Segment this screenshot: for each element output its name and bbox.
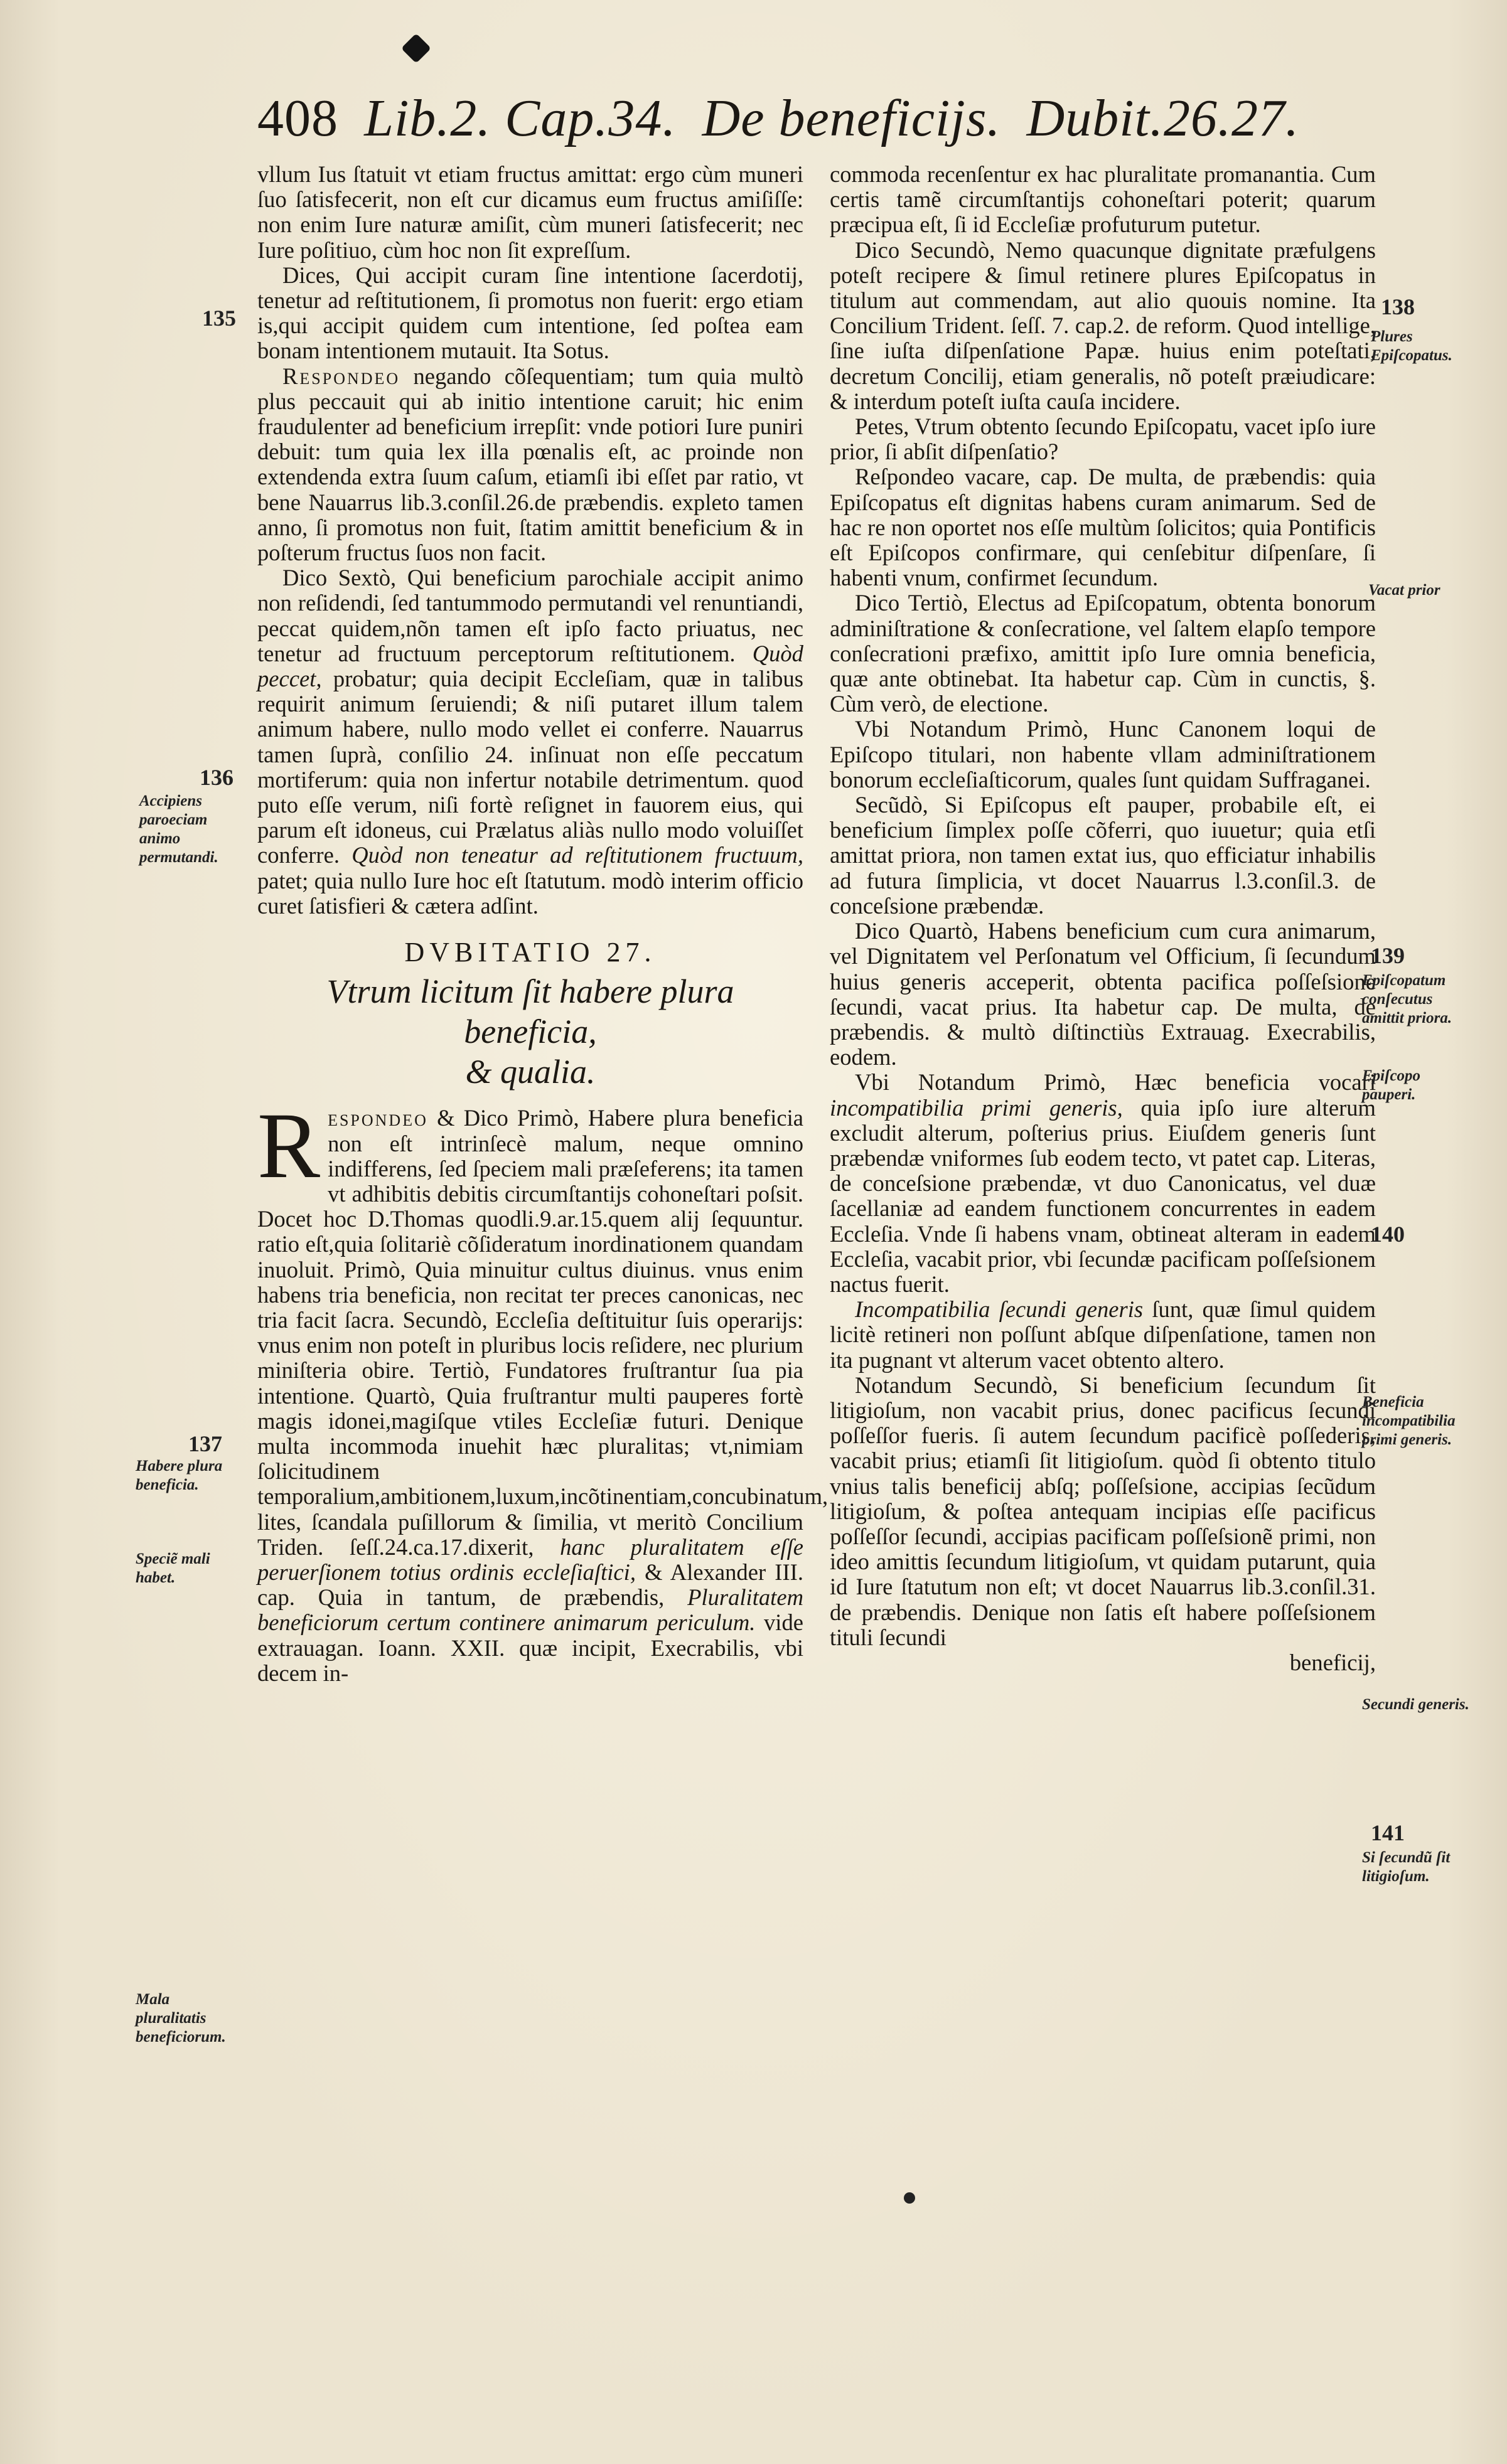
section-number: 139	[1371, 943, 1405, 968]
running-header	[257, 88, 1299, 157]
drop-cap: R	[257, 1094, 321, 1198]
italic-phrase: Quòd non teneatur ad reſtitutionem fructuum,	[351, 842, 803, 868]
dubitatio-title-line-1: Vtrum licitum ſit habere plura beneficia,	[326, 973, 734, 1051]
italic-phrase: hanc pluralitatem eſſe peruerſionem totius ordinis eccleſiaſtici,	[257, 1533, 803, 1585]
dubitatio-title	[257, 971, 803, 1092]
margin-note: Plures Epiſcopatus.	[1371, 328, 1452, 364]
section-number: 135	[202, 306, 236, 331]
paragraph: Secũdò, Si Epiſcopus eſt pauper, probabile eſt, ei beneficium ſimplex poſſe cõferri, quo iuuetur; quia etſi amittat priora, non tamen extat ius, quo efficiatur inhabilis ad futura ſimplicia, vt docet Nauarrus l.3.conſil.3. de conceſsione præbendæ.	[830, 792, 1376, 919]
section-number: 136	[200, 765, 233, 790]
ornament-mark	[401, 33, 431, 63]
paragraph	[830, 1070, 1376, 1297]
paragraph-text: probatur; quia decipit Eccleſiam, quæ in talibus requirit animum ſeruiendi; & niſi putaret illum talem animum habere, nullo modo vellet ei conferre. Nauarrus tamen ſuprà, conſilio 24. inſinuat non eſſe peccatum mortiferum: quia non infertur notabile detrimentum. quod puto eſſe verum, niſi fortè reſignet in fauorem eius, qui parum eſt idoneus, cui Prælatus aliàs nullo modo voluiſſet conferre.	[257, 666, 803, 868]
section-number: 137	[188, 1431, 222, 1456]
header-subject: De beneficijs.	[702, 89, 1001, 147]
paragraph	[830, 1297, 1376, 1373]
fleuron-ornament	[904, 2192, 915, 2204]
margin-note: Secundi generis.	[1362, 1696, 1469, 1713]
margin-note: Vacat prior	[1368, 582, 1440, 599]
right-column	[830, 162, 1376, 1675]
paragraph: Dico Quartò, Habens beneficium cum cura animarum, vel Dignitatem vel Perſonatum vel Officium, ſi ſecundum huius generis acceperit, obtenta pacifica poſſeſsione ſecundi, vacat prius. Ita habetur cap. De multa, de præbendis. & multò diſtinctiùs Extrauag. Execrabilis, eodem.	[830, 918, 1376, 1070]
header-book-chapter: Lib.2. Cap.34.	[364, 89, 677, 147]
dubitatio-heading: DVBITATIO 27.	[404, 937, 657, 968]
paragraph: Dices, Qui accipit curam ſine intentione ſacerdotij, tenetur ad reſtitutionem, ſi promotus non fuerit: ergo etiam is,qui accipit quidem cum intentione, ſed poſtea eam bonam intentionem mutauit. Ita Sotus.	[257, 262, 803, 364]
margin-note: Habere plura beneficia.	[136, 1458, 223, 1493]
paragraph-text: patet; quia nullo Iure hoc eſt ſtatutum. modò interim officio curet ſatisfieri & cætera adſint.	[257, 867, 803, 919]
paragraph: Reſpondeo vacare, cap. De multa, de præbendis: quia Epiſcopatus eſt dignitas habens curam animarum. Sed de hac re non oportet nos eſſe multùm ſolicitos; quia Pontificis eſt Epiſcopos confirmare, qui cenſebitur diſpenſare, ſi habenti vnum, confirmet ſecundum.	[830, 464, 1376, 591]
header-dubit: Dubit.26.27.	[1026, 89, 1299, 147]
paragraph-text: negando cõſequentiam; tum quia multò plus peccauit qui ab initio intentione caruit; hic enim fraudulenter ad beneficium irrepſit: vnde potiori Iure puniri debuit: tum quia lex illa pœnalis eſt, ac proinde non extendenda extra ſuum caſum, etiamſi ibi eſſet par ratio, vt bene Nauarrus lib.3.conſil.26.de præbendis. expleto tamen anno, ſi promotus non fuit, ſtatim amittit beneficium & in poſterum fructus ſuos non facit.	[257, 363, 803, 566]
italic-phrase: Quòd peccet,	[257, 640, 803, 692]
section-number: 141	[1371, 1820, 1405, 1845]
margin-note: Beneficia incompatibilia primi generis.	[1362, 1394, 1456, 1448]
paragraph-text: & Alexander III. cap. Quia in tantum, de præbendis,	[257, 1559, 803, 1611]
left-column	[257, 161, 829, 1686]
respondeo-lead: espondeo	[328, 1105, 428, 1131]
paragraph-text: quia ipſo iure alterum excludit alterum, poſterius prius. Eiuſdem generis ſunt præbendæ vniformes ſub eodem tecto, vt patet cap. Literas, de conceſsione præbendæ, vt duo Canonicatus, vel duæ ſacellaniæ ad eandem functionem concurrentes in eadem Eccleſia. Vnde ſi habens vnam, obtineat alteram in eadem Eccleſia, vacabit prior, vbi ſecundæ pacificam poſſeſsionem nactus fuerit.	[830, 1094, 1376, 1297]
section-number: 138	[1381, 294, 1415, 319]
margin-note: Epiſcopatum conſecutus amittit priora.	[1362, 972, 1452, 1027]
paragraph: Dico Secundò, Nemo quacunque dignitate præfulgens poteſt recipere & ſimul retinere plures Epiſcopatus in titulum aut commendam, aut alio quouis nomine. Ita Concilium Trident. ſeſſ. 7. cap.2. de reform. Quod intellige, ſine iuſta diſpenſatione Papæ. huius enim poteſtati, decretum Concilij, etiam generalis, nõ poteſt præiudicare: & interdum poteſt iuſta cauſa incidere.	[830, 237, 1376, 414]
paragraph-text: Dico Sextò, Qui beneficium parochiale accipit animo non reſidendi, ſed tantummodo permutandi vel renuntiandi, peccat quidem,nõn tamen eſt ipſo facto priuatus, nec tenetur ad fructuum perceptorum reſtitutionem.	[257, 565, 803, 666]
margin-note: Epiſcopo pauperi.	[1362, 1067, 1421, 1103]
paragraph: commoda recenſentur ex hac pluralitate promanantia. Cum certis tamẽ circumſtantijs cohoneſtari poterit; quarum præcipua eſt, ſi id Eccleſiæ profuturum putetur.	[830, 161, 1376, 238]
paragraph-text: vide extrauagan. Ioann. XXII. quæ incipit, Execrabilis, vbi decem in-	[257, 1609, 803, 1686]
paragraph: Dico Tertiò, Electus ad Epiſcopatum, obtenta bonorum adminiſtratione & conſecratione, vel ſaltem elapſo tempore conſecrationi præfixo, amittit ipſo Iure omnia beneficia, quæ ante obtinebat. Ita habetur cap. Cùm in cunctis, §. Cùm verò, de electione.	[830, 590, 1376, 717]
paragraph: Notandum Secundò, Si beneficium ſecundum ſit litigioſum, non vacabit prius, donec pacificus ſecundi poſſeſſor fueris. ſi autem ſecundum pacificè poſſederis, vacabit prius; etiamſi ſit litigioſum. quòd ſi obtento titulo vnius talis beneficij abſq; poſſeſsione, accipias ſecũdum litigioſum, & poſtea antequam incipias eſſe pacificus poſſeſſor ſecundi, accipias pacificam poſſeſsionẽ primi, non ideo amittis ſecundum litigioſum, vt quidam putarunt, quia id Iure ſtatutum non eſt; vt docet Nauarrus lib.3.conſil.31. de præbendis. Denique non ſatis eſt habere poſſeſsionem tituli ſecundi	[830, 1372, 1376, 1650]
paragraph-text: & Dico Primò, Habere plura beneficia non eſt intrinſecè malum, neque omnino indifferens, ſed ſpeciem mali præſeferens; ita tamen vt adhibitis debitis circumſtantijs cohoneſtari poſsit. Docet hoc D.Thomas quodli.9.ar.15.quem alij ſequuntur. ratio eſt,quia ſolitariè cõſideratum inordinationem quandam inuoluit. Primò, Quia minuitur cultus diuinus. vnus enim habens tria beneficia, non recitat ter preces canonicas, nec tria facit ſacra. Secundò, Eccleſia deſtituitur ſuis operarijs: vnus enim non poteſt in pluribus locis reſidere, nec plurium miniſteria obire. Tertiò, Fundatores fruſtrantur ſua pia intentione. Quartò, Quia fruſtrantur multi pauperes fortè magis idonei,magiſque vtiles Eccleſiæ futuri. Denique multa incommoda inuehit hæc pluralitas; vt,nimiam ſolicitudinem temporalium,ambitionem,luxum,incõtinentiam,concubinatum, lites, ſcandala puſillorum & ſimilia, vt meritò Concilium Triden. ſeſſ.24.ca.17.dixerit,	[257, 1105, 829, 1560]
margin-note: Accipiens paroeciam animo permutandi.	[139, 792, 218, 866]
italic-phrase: incompatibilia primi generis,	[830, 1094, 1123, 1121]
italic-phrase: Pluralitatem beneficiorum certum continere animarum periculum.	[257, 1584, 803, 1636]
paragraph	[257, 364, 803, 566]
paragraph: Petes, Vtrum obtento ſecundo Epiſcopatu, vacet ipſo iure prior, ſi abſit diſpenſatio?	[830, 413, 1376, 465]
paragraph-text: Vbi Notandum Primò, Hæc beneficia vocari	[855, 1069, 1376, 1096]
italic-phrase: Incompatibilia ſecundi generis	[855, 1296, 1144, 1323]
page-number: 408	[257, 89, 338, 147]
dubitatio-title-line-2: & qualia.	[465, 1053, 596, 1091]
section-number: 140	[1371, 1222, 1405, 1247]
paragraph-text: ſunt, quæ ſimul quidem licitè retineri non poſſunt abſque diſpenſatione, tamen non ita pugnant vt alterum vacet obtento altero.	[830, 1296, 1376, 1373]
margin-note: Si ſecundũ ſit litigioſum.	[1362, 1849, 1451, 1885]
margin-note: Mala pluralitatis beneficiorum.	[136, 1991, 226, 2045]
respondeo-lead: Respondeo	[282, 363, 400, 389]
paragraph	[257, 565, 803, 919]
catchword: beneficij,	[1289, 1649, 1376, 1675]
margin-note: Speciẽ mali habet.	[136, 1550, 210, 1586]
paragraph	[257, 1094, 829, 1686]
paragraph: Vbi Notandum Primò, Hunc Canonem loqui de Epiſcopo titulari, non habente vllam adminiſtrationem bonorum eccleſiaſticorum, quales ſunt quidam Suffraganei.	[830, 716, 1376, 792]
paragraph: vllum Ius ſtatuit vt etiam fructus amittat: ergo cùm muneri ſuo ſatisfecerit, non eſt cur dicamus eum fructus amiſiſſe: non enim Iure naturæ amiſit, cùm muneri ſatisfecerit; nec Iure poſitiuo, cùm hoc non ſit expreſſum.	[257, 161, 803, 263]
